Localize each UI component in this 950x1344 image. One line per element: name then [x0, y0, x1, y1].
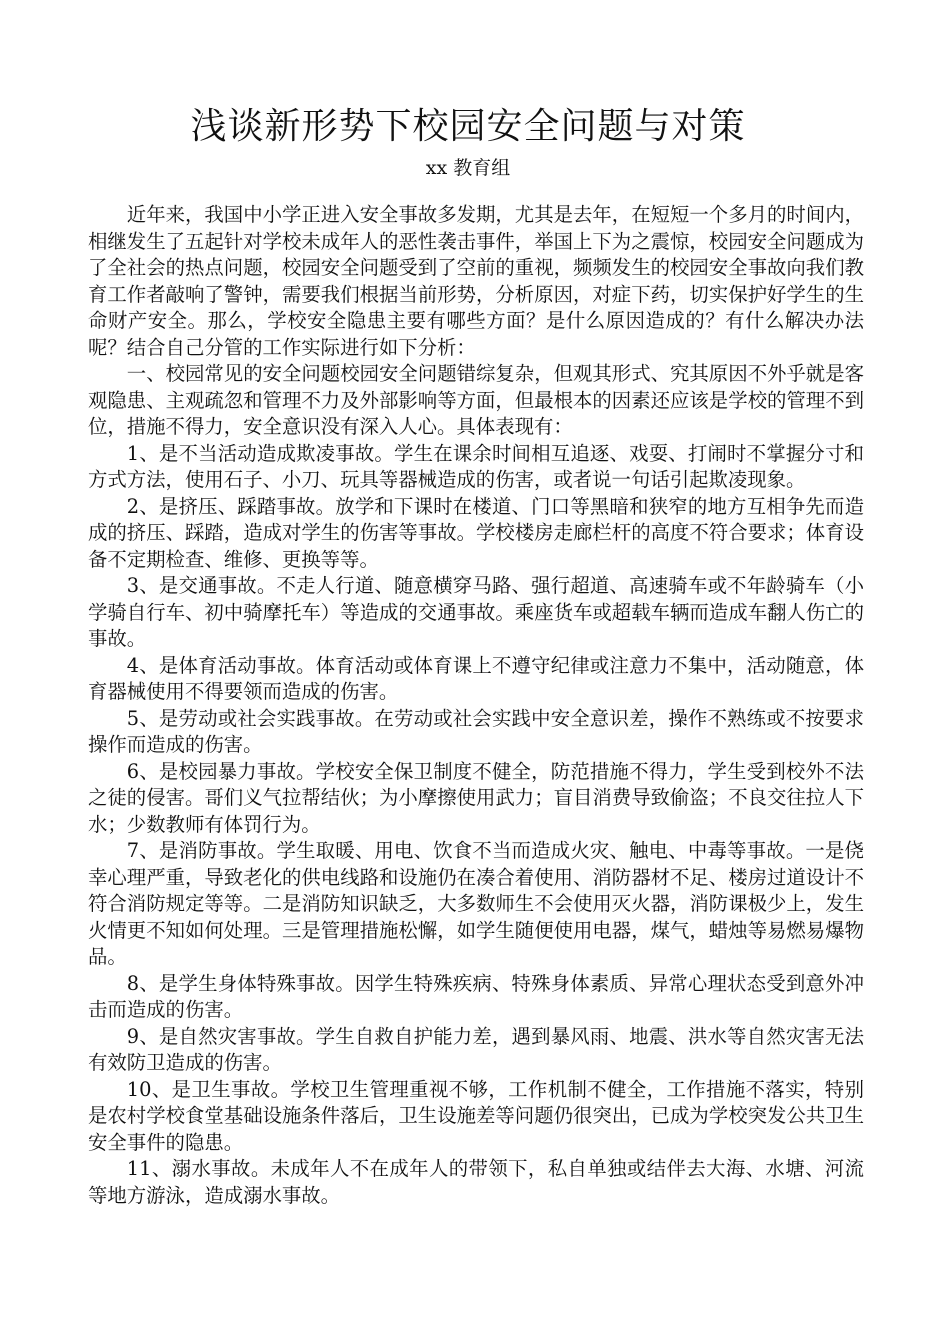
paragraph-item-11: 11、溺水事故。未成年人不在成年人的带领下，私自单独或结伴去大海、水塘、河流等地方游泳，造成溺水事故。	[88, 1157, 864, 1207]
paragraph-item-7: 7、是消防事故。学生取暖、用电、饮食不当而造成火灾、触电、中毒等事故。一是侥幸心理严重，导致老化的供电线路和设施仍在凑合着使用、消防器材不足、楼房过道设计不符合消防规定等等。二是消防知识缺乏，大多数师生不会使用灭火器，消防课极少上，发生火情更不知如何处理。三是管理措施松懈，如学生随便使用电器，煤气，蜡烛等易燃易爆物品。	[88, 839, 864, 968]
paragraph-item-6: 6、是校园暴力事故。学校安全保卫制度不健全，防范措施不得力，学生受到校外不法之徒的侵害。哥们义气拉帮结伙；为小摩擦使用武力；盲目消费导致偷盗；不良交往拉人下水；少数教师有体罚行为。	[88, 759, 864, 836]
paragraph-item-1: 1、是不当活动造成欺凌事故。学生在课余时间相互追逐、戏耍、打闹时不掌握分寸和方式方法，使用石子、小刀、玩具等器械造成的伤害，或者说一句话引起欺凌现象。	[88, 441, 864, 491]
paragraph-item-3: 3、是交通事故。不走人行道、随意横穿马路、强行超道、高速骑车或不年龄骑车（小学骑自行车、初中骑摩托车）等造成的交通事故。乘座货车或超载车辆而造成车翻人伤亡的事故。	[88, 574, 864, 650]
paragraph-item-2: 2、是挤压、踩踏事故。放学和下课时在楼道、门口等黑暗和狭窄的地方互相争先而造成的挤压、踩踏，造成对学生的伤害等事故。学校楼房走廊栏杆的高度不符合要求；体育设备不定期检查、维修、更换等等。	[88, 494, 864, 571]
document-body	[88, 202, 864, 1209]
document-author: xx 教育组	[425, 157, 511, 179]
paragraph-item-10: 10、是卫生事故。学校卫生管理重视不够，工作机制不健全，工作措施不落实，特别是农村学校食堂基础设施条件落后，卫生设施差等问题仍很突出，已成为学校突发公共卫生安全事件的隐患。	[88, 1077, 864, 1154]
document-title: 浅谈新形势下校园安全问题与对策	[190, 106, 746, 147]
paragraph-item-5: 5、是劳动或社会实践事故。在劳动或社会实践中安全意识差，操作不熟练或不按要求操作而造成的伤害。	[88, 706, 864, 756]
paragraph-item-4: 4、是体育活动事故。体育活动或体育课上不遵守纪律或注意力不集中，活动随意，体育器械使用不得要领而造成的伤害。	[88, 653, 864, 703]
paragraph-section-1: 一、校园常见的安全问题校园安全问题错综复杂，但观其形式、究其原因不外乎就是客观隐患、主观疏忽和管理不力及外部影响等方面，但最根本的因素还应该是学校的管理不到位，措施不得力，安全意识没有深入人心。具体表现有：	[88, 362, 864, 438]
paragraph-intro: 近年来，我国中小学正进入安全事故多发期，尤其是去年，在短短一个多月的时间内，相继发生了五起针对学校未成年人的恶性袭击事件，举国上下为之震惊，校园安全问题成为了全社会的热点问题，校园安全问题受到了空前的重视，频频发生的校园安全事故向我们教育工作者敲响了警钟，需要我们根据当前形势，分析原因，对症下药，切实保护好学生的生命财产安全。那么，学校安全隐患主要有哪些方面？是什么原因造成的？有什么解决办法呢？结合自己分管的工作实际进行如下分析：	[88, 203, 864, 359]
paragraph-item-9: 9、是自然灾害事故。学生自救自护能力差，遇到暴风雨、地震、洪水等自然灾害无法有效防卫造成的伤害。	[88, 1024, 864, 1074]
paragraph-item-8: 8、是学生身体特殊事故。因学生特殊疾病、特殊身体素质、异常心理状态受到意外冲击而造成的伤害。	[88, 971, 864, 1021]
